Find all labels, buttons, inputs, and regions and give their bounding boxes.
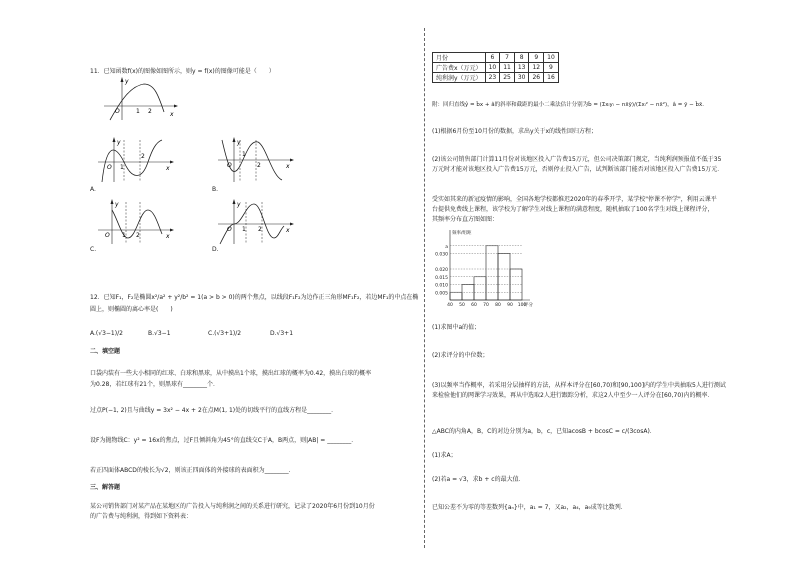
regression-reference-formula: 附：回归直线ŷ = b̂x + â的斜率和截距的最小二乘法估计分别为b̂ = (Σxᵢyᵢ − nx̄ȳ)/(Σxᵢ² − nx̄²)，â = ȳ − b̂x̄． <box>432 102 708 108</box>
table-cell: 纯利润y（万元） <box>433 73 486 83</box>
q12-option-d[interactable]: D.√3+1 <box>270 330 294 337</box>
q12-option-b[interactable]: B.√3−1 <box>148 330 171 337</box>
q12-option-c[interactable]: C.(√3+1)/2 <box>208 330 242 337</box>
x-tick-label: 80 <box>495 303 501 308</box>
table-cell: 11 <box>500 63 515 73</box>
option-a-label[interactable]: A. <box>90 186 96 193</box>
y-tick-label: 0.005 <box>435 291 448 297</box>
graph-label-two: 2 <box>257 162 261 169</box>
y-tick-label: 0.010 <box>435 283 448 289</box>
question-20: 已知公差不为零的等差数列{aₙ}中，a₁ = 7，又a₂，a₄，a₉成等比数列． <box>432 504 627 511</box>
graph-label-y: y <box>117 139 121 146</box>
table-cell: 26 <box>529 73 544 83</box>
graph-label-origin: O <box>107 164 112 171</box>
x-tick-label: 40 <box>447 303 453 308</box>
x-tick-label: 100 <box>517 303 527 308</box>
question-12: 12．已知F₁，F₂是椭圆x²/a² + y²/b² = 1(a > b > 0)的两个焦点，以线段F₁F₂为边作正三角形MF₁F₂，若边MF₁的中点在椭 <box>90 294 419 301</box>
y-tick-label: a <box>445 244 448 250</box>
q19-part-1: (1)求A； <box>432 452 457 459</box>
graph-label-y: y <box>115 201 119 208</box>
question-15: 设F为抛物线C：y² = 16x的焦点，过F且倾斜角为45°的直线交C于A，B两点，则|AB| = ________． <box>90 437 358 444</box>
graph-label-origin: O <box>227 162 232 169</box>
table-row <box>433 63 559 73</box>
q18-part-3-continued: 来检验他们的网课学习效果，再从中选取2人进行跟踪分析，求这2人中至少一人评分在[60,70)内的概率． <box>432 392 714 399</box>
table-cell: 广告费x（万元） <box>433 63 486 73</box>
q18-part-1: (1)求图中a的值； <box>432 324 481 331</box>
option-a-graph <box>96 136 176 184</box>
ad-profit-table <box>432 52 559 83</box>
table-cell: 12 <box>529 63 544 73</box>
graph-label-x: x <box>286 227 290 234</box>
x-axis-label: 评分 <box>524 303 533 308</box>
q12-option-a[interactable]: A.(√3−1)/2 <box>90 330 123 337</box>
question-13-continued: 为0.28，若红球有21个，则黑球有________个． <box>90 381 219 388</box>
graph-label-x: x <box>170 111 174 118</box>
x-tick-label: 50 <box>459 303 465 308</box>
graph-label-y: y <box>237 139 241 146</box>
table-cell: 6 <box>485 53 500 63</box>
function-graph-main <box>100 76 180 122</box>
graph-label-origin: O <box>105 232 110 239</box>
y-tick-label: 0.030 <box>435 252 448 258</box>
q18-part-2: (2)求评分的中位数； <box>432 352 489 359</box>
histogram-bar <box>450 292 462 300</box>
histogram-bar <box>474 277 486 300</box>
x-tick-label: 60 <box>471 303 477 308</box>
table-cell: 23 <box>485 73 500 83</box>
question-13: 口袋内装有一些大小相同的红球、白球和黑球，从中摸出1个球，摸出红球的概率为0.42，摸出白球的概率 <box>90 370 372 377</box>
y-axis-label: 频率/组距 <box>452 231 472 236</box>
table-cell: 8 <box>514 53 529 63</box>
question-18: 受实如其来的新冠疫情的影响，全国各地学校都推迟2020年的春季开学，某学校"停课不停学"，利用云课平 <box>432 196 717 203</box>
table-row <box>433 73 559 83</box>
option-c-graph <box>96 198 176 246</box>
option-d-label[interactable]: D. <box>212 246 219 253</box>
table-cell: 7 <box>500 53 515 63</box>
question-12-continued: 圆上，则椭圆的离心率是( ) <box>90 306 173 313</box>
graph-label-two: 2 <box>148 108 152 115</box>
q17-part-1: (1)根据6月份至10月份的数据，求出y关于x的线性回归方程； <box>432 128 598 135</box>
option-b-graph <box>216 136 296 184</box>
graph-label-y: y <box>125 78 129 85</box>
table-cell: 月份 <box>433 53 486 63</box>
graph-label-two: 2 <box>141 153 145 160</box>
question-17-continued: 的广告费与纯利润，得到如下资料表： <box>90 513 193 520</box>
x-tick-label: 90 <box>507 303 513 308</box>
graph-label-x: x <box>166 233 170 240</box>
graph-label-one: 1 <box>242 226 246 233</box>
graph-label-one: 1 <box>120 164 124 171</box>
question-19: △ABC的内角A，B，C的对边分别为a，b，c，已知acosB + bcosC = c/(3cosA)． <box>432 428 656 435</box>
question-16: 若正四面体ABCD的棱长为√2，则该正四面体的外接球的表面积为________． <box>90 467 295 474</box>
question-18-continued-1: 台提供免费线上课程，该学校为了解学生对线上课程的满意程度，随机抽取了100名学生对线上课程评分， <box>432 206 714 213</box>
table-cell: 30 <box>514 73 529 83</box>
question-18-continued-2: 其频率分布直方图如图： <box>432 216 499 223</box>
q17-part-2: (2)该公司销售部门计算11月份对该地区投入广告费15万元，但公司决策部门规定，当纯利润预报值不低于35 <box>432 156 722 163</box>
table-cell: 10 <box>485 63 500 73</box>
graph-label-one: 1 <box>136 108 140 115</box>
section-solve: 三、解答题 <box>90 484 121 491</box>
graph-label-two: 2 <box>136 232 140 239</box>
frequency-histogram <box>432 224 542 314</box>
q18-part-3: (3)以频率当作概率，若采用分层抽样的方法，从样本评分在[60,70)和[90,100]内的学生中共抽取5人进行测试 <box>432 382 726 389</box>
graph-label-two: 2 <box>258 226 262 233</box>
table-cell: 16 <box>544 73 559 83</box>
y-tick-label: 0.020 <box>435 268 448 273</box>
graph-label-x: x <box>286 163 290 170</box>
graph-label-one: 1 <box>122 232 126 239</box>
graph-label-origin: O <box>227 226 232 233</box>
column-divider <box>424 28 425 548</box>
table-cell: 25 <box>500 73 515 83</box>
q17-part-2-continued: 万元时才能对该地区投入广告费15万元，否则停止投入广告，试判断该部门能否对该地区投入广告费15万元． <box>432 166 724 173</box>
table-cell: 9 <box>544 63 559 73</box>
question-14: 过点P(−1, 2)且与曲线y = 3x² − 4x + 2在点M(1, 1)处的切线平行的直线方程是________． <box>90 407 338 414</box>
section-fill-in-blank: 二、填空题 <box>90 348 121 355</box>
option-c-label[interactable]: C. <box>90 246 97 253</box>
q19-part-2: (2)若a = √3，求b + c的最大值． <box>432 476 525 483</box>
graph-label-y: y <box>237 201 241 208</box>
question-17: 某公司销售部门对某产品在某地区的广告投入与纯利润之间的关系进行研究，记录了2020年6月份到10月份 <box>90 503 375 510</box>
histogram-bar <box>486 246 498 300</box>
graph-label-x: x <box>166 165 170 172</box>
table-row <box>433 53 559 63</box>
option-b-label[interactable]: B. <box>212 186 219 193</box>
graph-label-origin: O <box>115 108 120 115</box>
question-11: 11．已知函数f(x)的图像如图所示，则y = f(x)的图像可能是（ ） <box>90 68 275 75</box>
x-tick-label: 70 <box>483 303 489 308</box>
y-tick-label: 0.015 <box>435 275 448 281</box>
option-d-graph <box>216 198 296 246</box>
graph-label-one: 1 <box>242 151 246 158</box>
table-cell: 10 <box>544 53 559 63</box>
table-cell: 9 <box>529 53 544 63</box>
table-cell: 13 <box>514 63 529 73</box>
